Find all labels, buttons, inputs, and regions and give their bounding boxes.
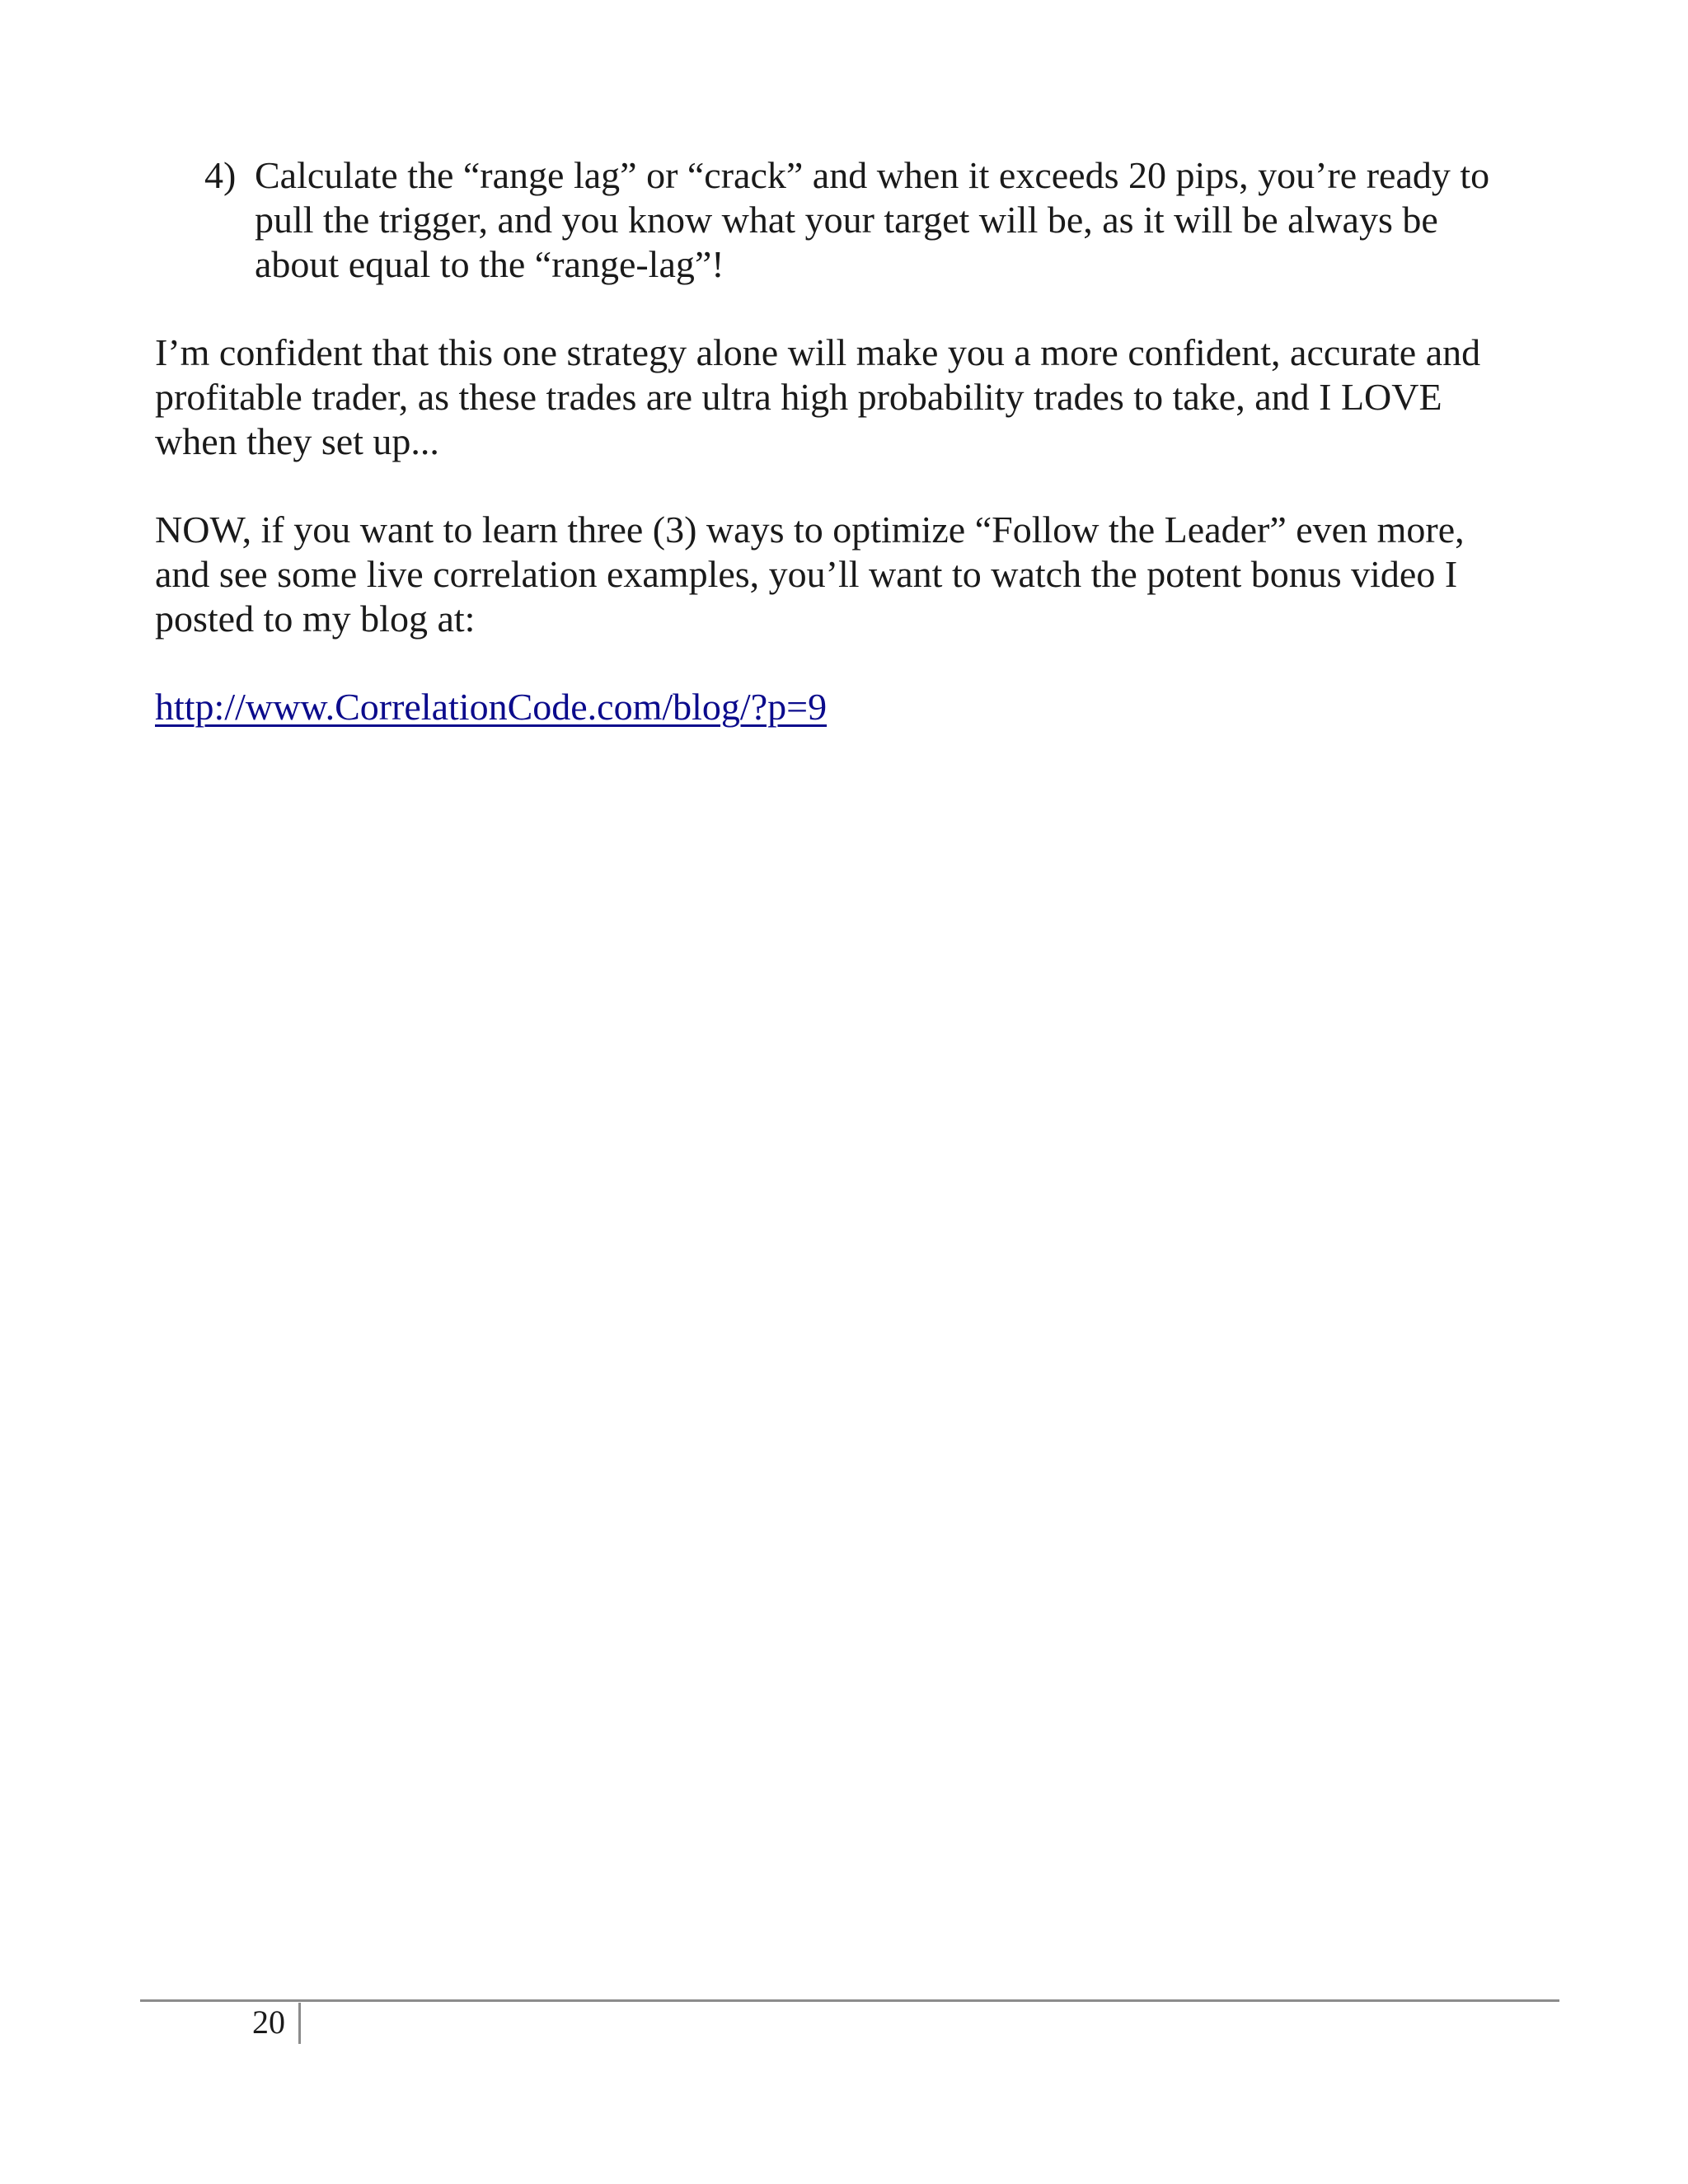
page-number: 20 [252,2004,285,2041]
paragraph-line: and see some live correlation examples, you’ll want to watch the potent bonus video I [155,553,1458,595]
list-item-4 [204,153,1540,287]
list-marker: 4) [204,154,237,196]
page-number-separator [298,2003,301,2044]
list-item-text [255,153,1540,287]
paragraph-line: posted to my blog at: [155,598,476,640]
paragraph-bonus-video [155,508,1540,641]
paragraph-line: when they set up... [155,420,439,462]
paragraph-confidence [155,330,1540,464]
list-item-line: pull the trigger, and you know what your target will be, as it will be always be [255,199,1438,241]
list-item-line: Calculate the “range lag” or “crack” and when it exceeds 20 pips, you’re ready to [255,154,1490,196]
blog-link[interactable]: http://www.CorrelationCode.com/blog/?p=9 [155,686,828,728]
paragraph-line: I’m confident that this one strategy alone will make you a more confident, accurate and [155,331,1481,373]
paragraph-line: NOW, if you want to learn three (3) ways to optimize “Follow the Leader” even more, [155,509,1465,551]
paragraph-line: profitable trader, as these trades are ultra high probability trades to take, and I LOVE [155,376,1442,418]
footer-divider [140,1999,1559,2002]
list-item-line: about equal to the “range-lag”! [255,243,724,285]
